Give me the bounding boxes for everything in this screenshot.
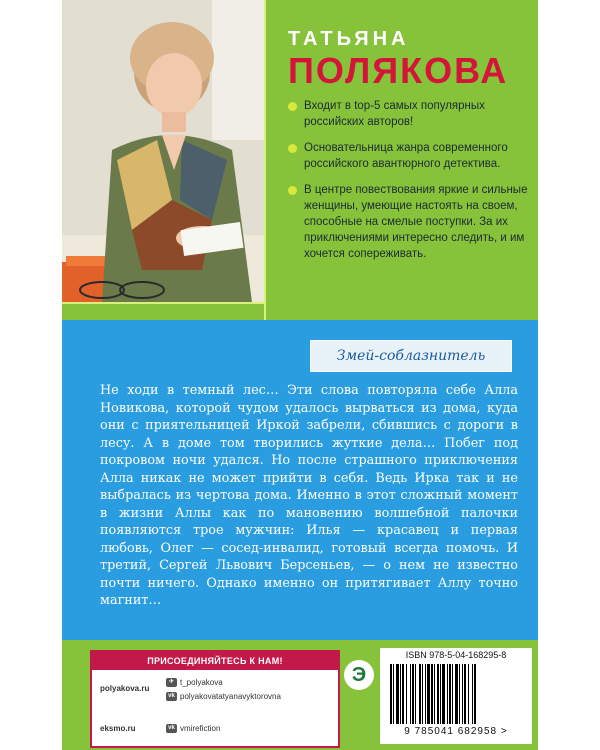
- highlight-text: Основательница жанра современного российского авантюрного детектива.: [304, 142, 508, 170]
- vk-publisher-link[interactable]: [166, 724, 220, 733]
- bullet-dot-icon: [288, 186, 297, 195]
- barcode-number: 9 785041 682958 >: [404, 726, 508, 737]
- book-title: Змей-соблазнитель: [336, 348, 486, 364]
- author-portrait-illustration: [62, 0, 264, 302]
- telegram-icon: ✈: [166, 678, 177, 687]
- vk-icon: vk: [166, 692, 177, 701]
- highlight-item: [288, 98, 534, 130]
- book-title-banner: [310, 340, 512, 372]
- author-photo: [62, 0, 264, 302]
- vk-author-link[interactable]: [166, 692, 281, 701]
- publisher-site-link[interactable]: eksmo.ru: [100, 724, 136, 733]
- highlight-item: [288, 182, 534, 262]
- vk-publisher-handle: vmirefiction: [180, 724, 221, 733]
- highlight-text: Входит в top-5 самых популярных российских авторов!: [304, 100, 485, 128]
- bullet-dot-icon: [288, 144, 297, 153]
- social-links-box: [90, 650, 340, 748]
- telegram-link[interactable]: [166, 678, 223, 687]
- vertical-divider: [264, 0, 266, 320]
- book-back-cover: [62, 0, 538, 750]
- eksmo-logo-icon: Э: [344, 660, 374, 690]
- barcode-box: [380, 648, 532, 744]
- social-header: ПРИСОЕДИНЯЙТЕСЬ К НАМ!: [92, 652, 338, 670]
- vk-author-handle: polyakovatatyanavyktorovna: [180, 692, 281, 701]
- author-last-name: ПОЛЯКОВА: [288, 50, 509, 91]
- book-description: Не ходи в темный лес… Эти слова повторяла себе Алла Новикова, которой чудом удалось вырваться из дома, куда они с приятельницей Иркой забрели, сбившись с дороги в лесу. А в доме том творились жуткие дела… Побег под покровом ночи удался. Но после страшного приключения Алла никак не может прийти в себя. Ведь Ирка так и не выбралась из чертова дома. Именно в этот сложный момент в жизни Аллы как по мановению волшебной палочки появляются трое мужчин: Илья — красавец и первая любовь, Олег — сосед-инвалид, готовый всегда помочь. И третий, Сергей Львович Берсеньев, — о нем не известно почти ничего. Однако именно он притягивает Аллу точно магнит…: [100, 383, 518, 608]
- author-site-link[interactable]: polyakova.ru: [100, 684, 150, 693]
- vk-icon: vk: [166, 724, 177, 733]
- barcode-stripe: [476, 664, 477, 724]
- isbn-text: ISBN 978-5-04-168295-8: [405, 650, 507, 660]
- bottom-green-panel: [62, 640, 538, 750]
- highlight-text: В центре повествования яркие и сильные женщины, умеющие настоять на своем, способные на смелые поступки. За их приключениями интересно следить, и им хочется сопереживать.: [304, 184, 528, 260]
- barcode-bars: [390, 664, 522, 724]
- bullet-dot-icon: [288, 102, 297, 111]
- telegram-handle: t_polyakova: [180, 678, 223, 687]
- highlight-item: [288, 140, 534, 172]
- author-first-name: ТАТЬЯНА: [288, 28, 410, 50]
- horizontal-divider: [62, 302, 264, 304]
- author-highlights-list: [288, 98, 534, 272]
